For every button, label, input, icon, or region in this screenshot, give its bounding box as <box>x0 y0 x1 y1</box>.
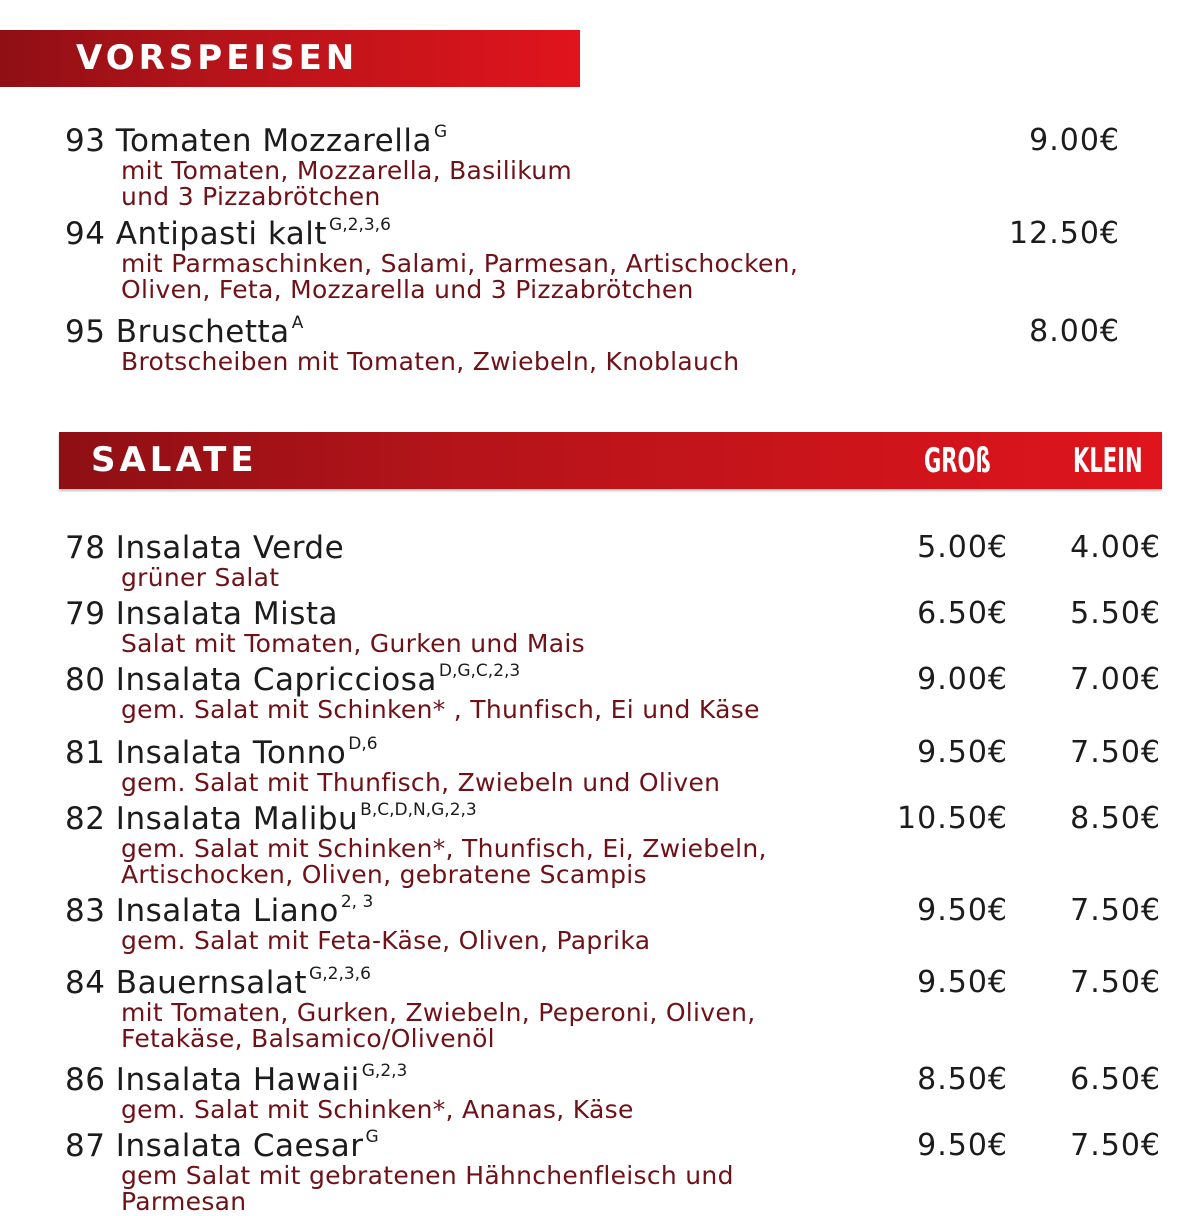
menu-item <box>65 894 650 954</box>
menu-item <box>65 531 344 591</box>
item-description: Salat mit Tomaten, Gurken und Mais <box>121 629 585 658</box>
item-description: mit Tomaten, Mozzarella, Basilikum <box>121 156 573 185</box>
item-price: 9.00€ <box>1029 123 1120 158</box>
price-gross: 8.50€ <box>917 1062 1008 1097</box>
price-gross: 5.00€ <box>917 530 1008 565</box>
price-gross: 9.00€ <box>917 662 1008 697</box>
item-price: 8.00€ <box>1029 314 1120 349</box>
price-klein: 7.50€ <box>1070 893 1161 928</box>
section-title: VORSPEISEN <box>76 38 359 78</box>
item-title: 82 Insalata Malibu <box>65 801 359 837</box>
price-gross: 9.50€ <box>917 893 1008 928</box>
item-title: 94 Antipasti kalt <box>65 216 328 252</box>
allergen-codes: G <box>433 122 448 142</box>
allergen-codes: B,C,D,N,G,2,3 <box>360 800 477 820</box>
item-title: 86 Insalata Hawaii <box>65 1062 360 1098</box>
section-title: SALATE <box>91 440 258 480</box>
item-title: 83 Insalata Liano <box>65 893 339 929</box>
allergen-codes: A <box>291 313 304 333</box>
item-description: gem. Salat mit Schinken*, Ananas, Käse <box>121 1095 634 1124</box>
item-description: gem Salat mit gebratenen Hähnchenfleisch und <box>121 1161 734 1190</box>
item-title: 95 Bruschetta <box>65 314 290 350</box>
price-klein: 7.50€ <box>1070 965 1161 1000</box>
menu-item <box>65 663 760 723</box>
item-description: gem. Salat mit Thunfisch, Zwiebeln und Oliven <box>121 768 721 797</box>
allergen-codes: G,2,3,6 <box>329 215 391 235</box>
item-description: gem. Salat mit Schinken*, Thunfisch, Ei, Zwiebeln, <box>121 834 767 863</box>
item-description: Artischocken, Oliven, gebratene Scampis <box>121 860 647 889</box>
item-description: Brotscheiben mit Tomaten, Zwiebeln, Knoblauch <box>121 347 740 376</box>
item-description: gem. Salat mit Feta-Käse, Oliven, Paprika <box>121 926 651 955</box>
item-title: 84 Bauernsalat <box>65 965 308 1001</box>
section-header-vorspeisen <box>0 30 580 87</box>
allergen-codes: D,G,C,2,3 <box>438 661 521 681</box>
price-klein: 5.50€ <box>1070 596 1161 631</box>
item-title: 87 Insalata Caesar <box>65 1128 364 1164</box>
item-description: Oliven, Feta, Mozzarella und 3 Pizzabrötchen <box>121 275 694 304</box>
item-description: und 3 Pizzabrötchen <box>121 182 381 211</box>
allergen-codes: G,2,3,6 <box>309 964 371 984</box>
item-title: 78 Insalata Verde <box>65 530 345 566</box>
price-klein: 8.50€ <box>1070 801 1161 836</box>
menu-item <box>65 315 739 375</box>
price-gross: 9.50€ <box>917 1128 1008 1163</box>
menu-item <box>65 217 798 303</box>
price-klein: 6.50€ <box>1070 1062 1161 1097</box>
allergen-codes: G,2,3 <box>361 1061 408 1081</box>
menu-item <box>65 597 585 657</box>
allergen-codes: 2, 3 <box>340 892 374 912</box>
item-description: gem. Salat mit Schinken* , Thunfisch, Ei und Käse <box>121 695 760 724</box>
item-title: 79 Insalata Mista <box>65 596 339 632</box>
price-klein: 4.00€ <box>1070 530 1161 565</box>
price-gross: 9.50€ <box>917 965 1008 1000</box>
menu-item <box>65 124 572 210</box>
menu-item <box>65 802 767 888</box>
item-description: mit Tomaten, Gurken, Zwiebeln, Peperoni, Oliven, <box>121 998 756 1027</box>
price-klein: 7.50€ <box>1070 1128 1161 1163</box>
price-klein: 7.50€ <box>1070 735 1161 770</box>
section-header-salate <box>59 432 1162 489</box>
size-label-klein: KLEIN <box>1073 441 1143 481</box>
item-price: 12.50€ <box>1009 216 1120 251</box>
menu-item <box>65 966 755 1052</box>
menu-item <box>65 736 720 796</box>
item-description: grüner Salat <box>121 563 280 592</box>
item-title: 93 Tomaten Mozzarella <box>65 123 432 159</box>
item-description: Parmesan <box>121 1187 247 1216</box>
price-gross: 9.50€ <box>917 735 1008 770</box>
item-description: Fetakäse, Balsamico/Olivenöl <box>121 1024 495 1053</box>
allergen-codes: G <box>365 1127 379 1147</box>
menu-item <box>65 1063 634 1123</box>
menu-item <box>65 1129 734 1215</box>
price-gross: 10.50€ <box>897 801 1008 836</box>
price-klein: 7.00€ <box>1070 662 1161 697</box>
size-label-gross: GROß <box>924 441 991 481</box>
item-description: mit Parmaschinken, Salami, Parmesan, Artischocken, <box>121 249 799 278</box>
allergen-codes: D,6 <box>348 734 378 754</box>
item-title: 80 Insalata Capricciosa <box>65 662 437 698</box>
item-title: 81 Insalata Tonno <box>65 735 347 771</box>
price-gross: 6.50€ <box>917 596 1008 631</box>
